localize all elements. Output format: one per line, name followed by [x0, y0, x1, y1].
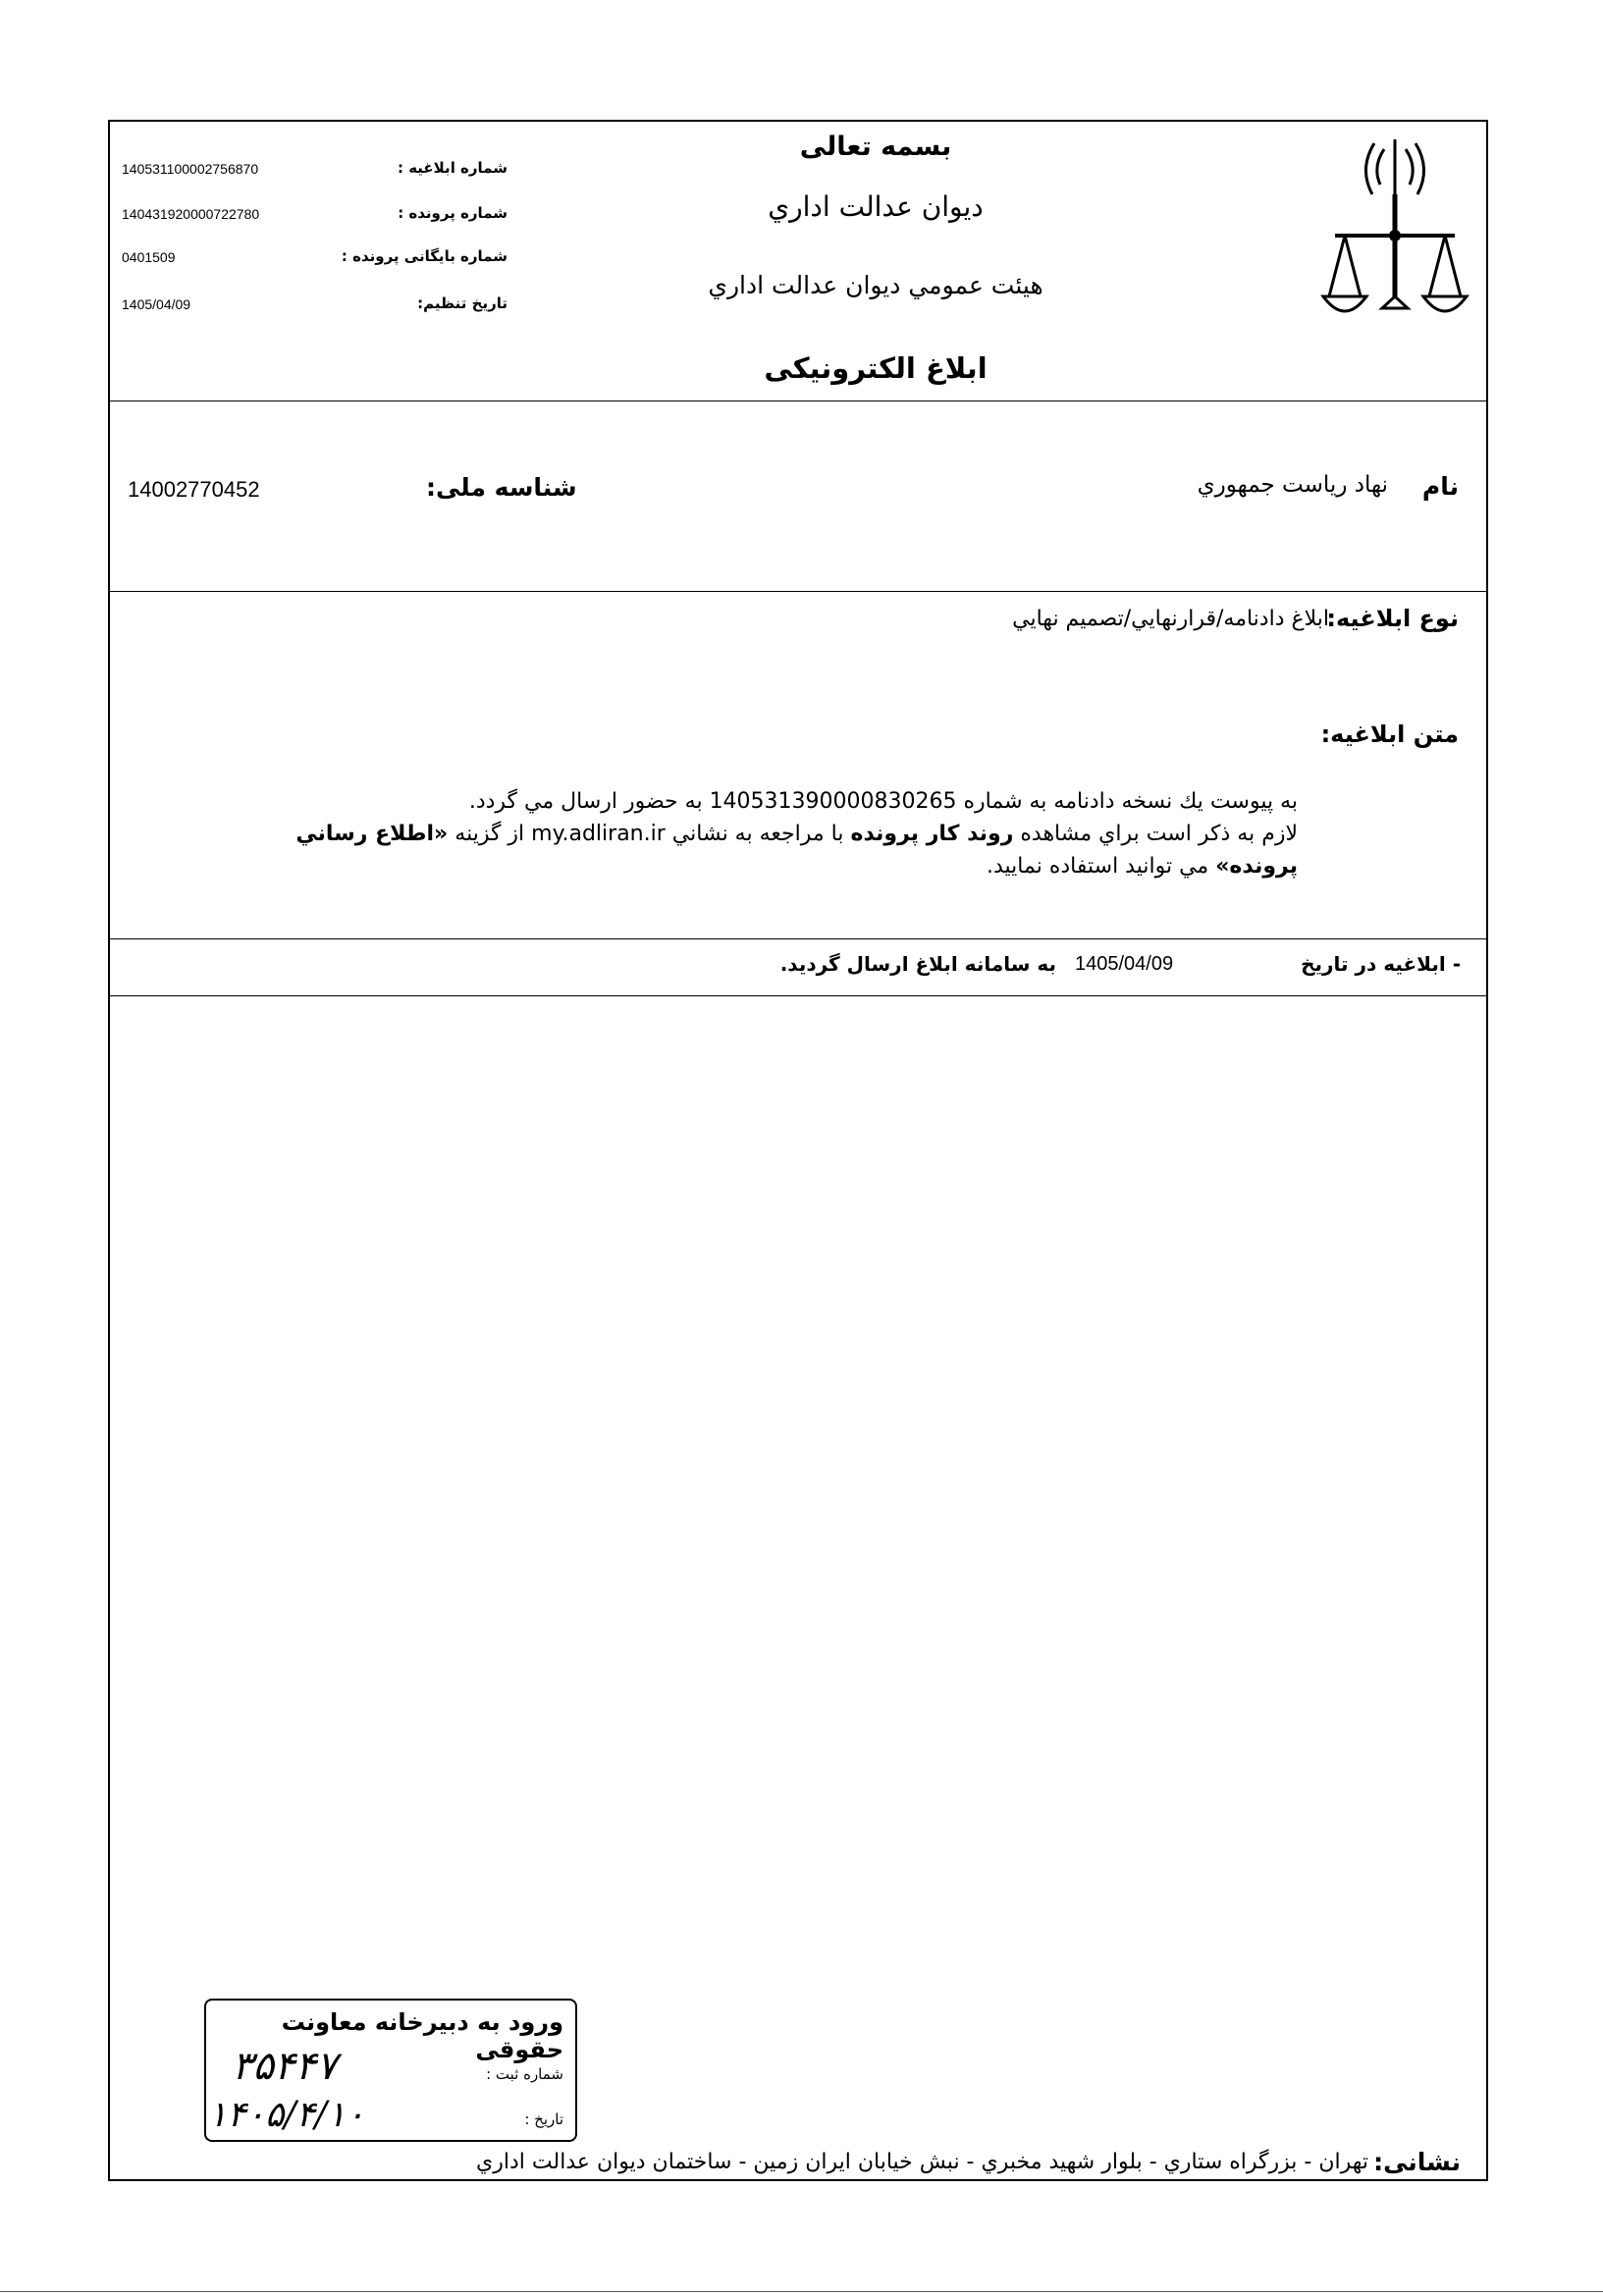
stamp-title: ورود به دبیرخانه معاونت حقوقی — [281, 2008, 563, 2063]
board-name: هيئت عمومي ديوان عدالت اداري — [708, 271, 1043, 299]
divider — [110, 400, 1486, 401]
case-notification-option: «اطلاع رساني — [295, 822, 449, 846]
issue-date-value: 1405/04/09 — [122, 296, 191, 312]
case-notification-option-end: پرونده» — [1215, 854, 1298, 879]
recipient-name-value: نهاد رياست جمهوري — [1197, 472, 1388, 498]
divider — [110, 591, 1486, 592]
notice-number-value: 140531100002756870 — [122, 161, 259, 177]
notice-text-line-1: به پيوست يك نسخه دادنامه به شماره 140531390000830265 به حضور ارسال مي گردد. — [468, 789, 1298, 814]
sent-date: 1405/04/09 — [1075, 953, 1174, 975]
scan-edge-line — [0, 2291, 1603, 2292]
stamp-date-label: تاریخ : — [524, 2110, 563, 2128]
notice-text-label: متن ابلاغيه: — [1320, 721, 1459, 748]
archive-number-label: شماره بایگانی پرونده : — [341, 247, 508, 265]
registry-stamp — [204, 1999, 577, 2142]
notice-type-label: نوع ابلاغيه: — [1326, 605, 1459, 632]
court-name: ديوان عدالت اداري — [768, 190, 984, 223]
notice-text-fragment: مي توانيد استفاده نماييد. — [987, 854, 1216, 879]
issue-date-label: تاریخ تنظیم: — [417, 294, 508, 312]
stamp-reg-label: شماره ثبت : — [486, 2065, 563, 2083]
archive-number-value: 0401509 — [122, 249, 176, 265]
divider — [110, 995, 1486, 996]
notice-number-label: شماره ابلاغیه : — [397, 159, 508, 177]
stamp-reg-value: ۳۵۴۴۷ — [232, 2044, 338, 2089]
national-id-label: شناسه ملی: — [426, 473, 577, 502]
document-title: ابلاغ الکترونیکی — [764, 351, 988, 385]
notice-document — [108, 120, 1488, 2181]
divider — [110, 938, 1486, 939]
notice-text-line-3 — [218, 850, 1298, 882]
notice-text-body — [218, 785, 1298, 882]
case-number-value: 140431920000722780 — [122, 206, 260, 222]
notice-type-value: ابلاغ دادنامه/قرارنهايي/تصميم نهايي — [1012, 607, 1329, 631]
case-number-label: شماره پرونده : — [398, 204, 508, 222]
iran-emblem-scales-icon — [1315, 130, 1474, 336]
notice-text-line-2 — [218, 818, 1298, 850]
stamp-date-value: ۱۴۰۵/۴/۱۰ — [208, 2095, 365, 2135]
sent-suffix: به سامانه ابلاغ ارسال گرديد. — [779, 952, 1056, 976]
address-label: نشانی: — [1373, 2148, 1461, 2176]
recipient-name-label: نام — [1421, 472, 1459, 501]
bismillah-heading: بسمه تعالی — [799, 132, 952, 162]
address-value: تهران - بزرگراه ستاري - بلوار شهيد مخبري - نبش خيابان ايران زمين - ساختمان ديوان عدالت اداري — [476, 2150, 1368, 2174]
sent-prefix: - ابلاغيه در تاريخ — [1301, 952, 1461, 976]
notice-text-fragment: با مراجعه به نشاني my.adliran.ir از گزينه — [448, 822, 851, 846]
national-id-value: 14002770452 — [128, 477, 260, 502]
case-progress-phrase: روند كار پرونده — [850, 822, 1014, 846]
notice-text-fragment: لازم به ذكر است براي مشاهده — [1013, 822, 1298, 846]
